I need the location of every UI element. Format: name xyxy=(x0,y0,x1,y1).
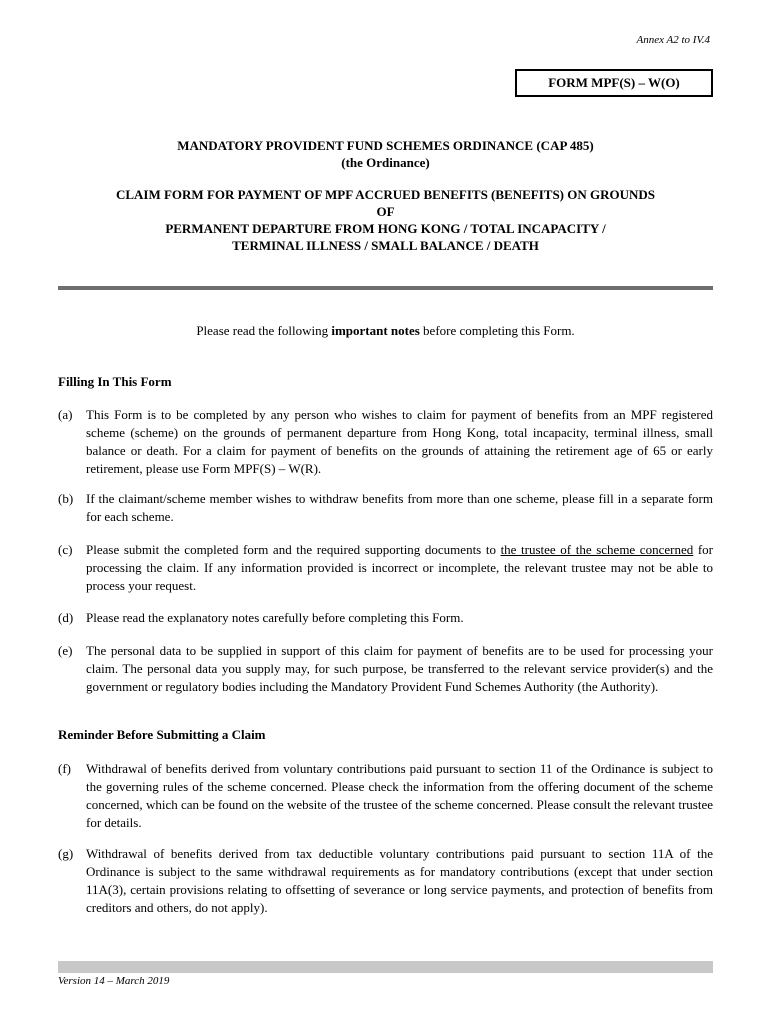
note-text-before: Please submit the completed form and the required supporting documents to xyxy=(86,542,501,557)
title-divider xyxy=(58,286,713,290)
note-item-f xyxy=(58,760,713,832)
note-item-a xyxy=(58,406,713,478)
trustee-underlined-text: the trustee of the scheme concerned xyxy=(500,542,694,557)
claim-title xyxy=(58,186,713,254)
note-text-after: for processing the claim. If any information provided is incorrect or incomplete, the relevant trustee may not be able to process your request. xyxy=(86,542,713,593)
note-text: This Form is to be completed by any person who wishes to claim for payment of benefits from an MPF registered scheme (scheme) on the grounds of permanent departure from Hong Kong, total incapacity, terminal illness, small balance or death. For a claim for payment of benefits on the grounds of attaining the retirement age of 65 or early retirement, please use Form MPF(S) – W(R). xyxy=(86,407,713,476)
note-text: The personal data to be supplied in support of this claim for payment of benefits are to be used for processing your claim. The personal data you supply may, for such purpose, be transferred to the relevant service provider(s) and the government or regulatory bodies including the Mandatory Provident Fund Schemes Authority (the Authority). xyxy=(86,643,713,694)
ordinance-title-line2: (the Ordinance) xyxy=(341,155,430,170)
claim-title-line4: TERMINAL ILLNESS / SMALL BALANCE / DEATH xyxy=(232,238,539,253)
ordinance-title-line1: MANDATORY PROVIDENT FUND SCHEMES ORDINANCE (CAP 485) xyxy=(177,138,594,153)
annex-reference: Annex A2 to IV.4 xyxy=(636,34,710,46)
claim-title-line1: CLAIM FORM FOR PAYMENT OF MPF ACCRUED BENEFITS (BENEFITS) ON GROUNDS xyxy=(115,187,656,202)
section-heading-reminder: Reminder Before Submitting a Claim xyxy=(58,727,266,742)
note-item-e xyxy=(58,642,713,696)
note-marker: (b) xyxy=(58,491,74,506)
section-heading-filling: Filling In This Form xyxy=(58,374,172,389)
note-text: If the claimant/scheme member wishes to withdraw benefits from more than one scheme, please fill in a separate form for each scheme. xyxy=(86,491,713,524)
note-marker: (e) xyxy=(58,643,73,658)
intro-note xyxy=(58,323,713,339)
intro-after: before completing this Form. xyxy=(419,323,575,338)
note-marker: (a) xyxy=(58,407,73,422)
note-marker: (g) xyxy=(58,846,74,861)
note-text xyxy=(86,541,713,595)
note-marker: (c) xyxy=(58,542,73,557)
intro-bold: important notes xyxy=(331,323,420,338)
footer-divider xyxy=(58,961,713,973)
note-item-g xyxy=(58,845,713,917)
note-item-d xyxy=(58,609,713,627)
version-label: Version 14 – March 2019 xyxy=(58,975,170,987)
note-text: Withdrawal of benefits derived from tax deductible voluntary contributions paid pursuant to section 11A of the Ordinance is subject to the same withdrawal requirements as for mandatory contributions (except that under section 11A(3), certain provisions relating to offsetting of severance or long service payments, and protection of benefits from creditors and others, do not apply). xyxy=(86,846,713,915)
intro-before: Please read the following xyxy=(196,323,332,338)
note-item-b xyxy=(58,490,713,526)
note-marker: (f) xyxy=(58,761,71,776)
note-text: Withdrawal of benefits derived from voluntary contributions paid pursuant to section 11 of the Ordinance is subject to the governing rules of the scheme concerned. Please check the information from the offering document of the scheme concerned, which can be found on the website of the trustee of the scheme concerned. Please consult the relevant trustee for details. xyxy=(86,761,713,830)
form-code-box: FORM MPF(S) – W(O) xyxy=(515,69,713,97)
note-marker: (d) xyxy=(58,610,74,625)
claim-title-line2: OF xyxy=(376,204,395,219)
ordinance-title xyxy=(58,137,713,171)
claim-title-line3: PERMANENT DEPARTURE FROM HONG KONG / TOTAL INCAPACITY / xyxy=(165,221,606,236)
note-text: Please read the explanatory notes carefully before completing this Form. xyxy=(86,610,464,625)
note-item-c xyxy=(58,541,713,595)
